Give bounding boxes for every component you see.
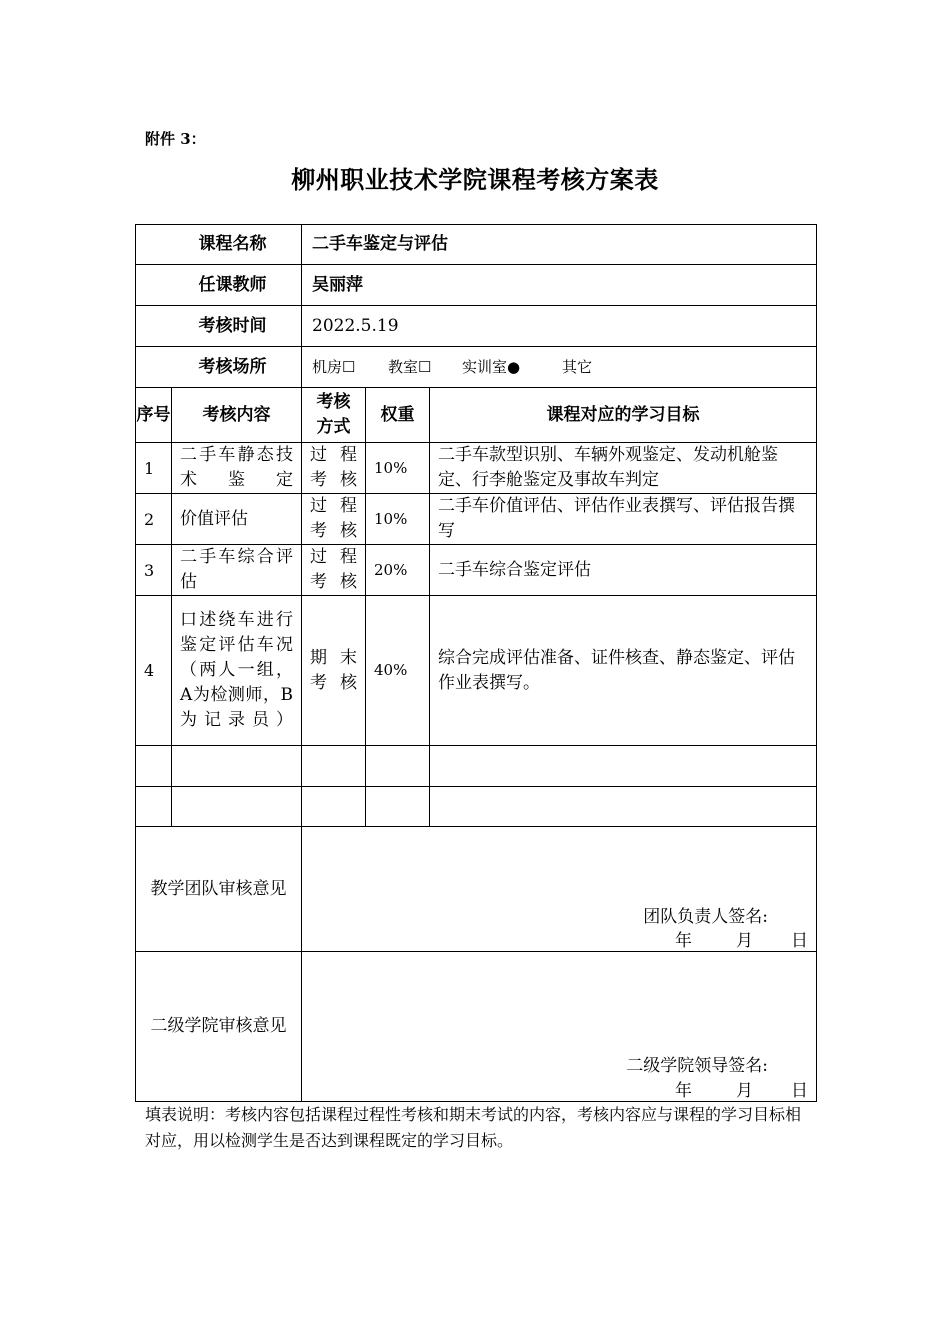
empty-cell: [430, 787, 817, 827]
empty-cell: [172, 746, 302, 787]
exam-time-label: 考核时间: [136, 306, 302, 347]
empty-row: [136, 746, 817, 787]
empty-cell: [302, 787, 366, 827]
row-method: 期末考核: [302, 596, 366, 746]
empty-cell: [366, 787, 430, 827]
college-review-row: [136, 952, 817, 1102]
place-option-classroom: 教室☐: [388, 357, 432, 376]
row-content: 二手车静态技术鉴定: [172, 443, 302, 494]
date-month: 月: [736, 931, 753, 951]
row-weight: 10%: [366, 494, 430, 545]
exam-place-options: [302, 347, 817, 388]
page-title: 柳州职业技术学院课程考核方案表: [291, 165, 659, 194]
col-header-seq: 序号: [136, 388, 172, 443]
row-method: 过程考核: [302, 494, 366, 545]
course-name-value: 二手车鉴定与评估: [302, 225, 817, 265]
exam-time-row: [136, 306, 817, 347]
college-review-area: [302, 952, 817, 1102]
col-header-goal: 课程对应的学习目标: [430, 388, 817, 443]
date-day: 日: [791, 1081, 808, 1101]
team-date-line: [675, 929, 808, 952]
empty-cell: [136, 787, 172, 827]
teacher-row: [136, 265, 817, 306]
row-content: 价值评估: [172, 494, 302, 545]
place-option-computer-room: 机房☐: [312, 357, 356, 376]
table-row: [136, 596, 817, 746]
col-header-weight: 权重: [366, 388, 430, 443]
row-method: 过程考核: [302, 545, 366, 596]
course-name-row: [136, 225, 817, 265]
table-row: [136, 494, 817, 545]
course-name-label: 课程名称: [136, 225, 302, 265]
row-goal: 二手车款型识别、车辆外观鉴定、发动机舱鉴定、行李舱鉴定及事故车判定: [430, 443, 817, 494]
form-instructions: 填表说明：考核内容包括课程过程性考核和期末考试的内容，考核内容应与课程的学习目标相对应，用以检测学生是否达到课程既定的学习目标。: [145, 1105, 802, 1150]
empty-row: [136, 787, 817, 827]
teacher-label: 任课教师: [136, 265, 302, 306]
date-year: 年: [675, 1081, 692, 1101]
empty-cell: [430, 746, 817, 787]
team-review-row: [136, 827, 817, 952]
team-review-label: 教学团队审核意见: [136, 827, 302, 952]
row-goal: 二手车综合鉴定评估: [430, 545, 817, 596]
team-signature-label: 团队负责人签名:: [643, 907, 768, 927]
col-header-method: 考核方式: [302, 388, 366, 443]
attachment-label: 附件 3：: [145, 130, 206, 148]
row-seq: 3: [136, 545, 172, 596]
empty-cell: [136, 746, 172, 787]
row-weight: 40%: [366, 596, 430, 746]
college-signature-label: 二级学院领导签名:: [626, 1056, 768, 1076]
row-seq: 4: [136, 596, 172, 746]
exam-place-label: 考核场所: [136, 347, 302, 388]
exam-time-value: 2022.5.19: [302, 306, 817, 347]
date-day: 日: [791, 931, 808, 951]
row-weight: 20%: [366, 545, 430, 596]
empty-cell: [302, 746, 366, 787]
row-seq: 1: [136, 443, 172, 494]
column-header-row: [136, 388, 817, 443]
row-goal: 综合完成评估准备、证件核查、静态鉴定、评估作业表撰写。: [430, 596, 817, 746]
place-option-training-room: 实训室●: [462, 357, 521, 376]
row-method: 过程考核: [302, 443, 366, 494]
date-month: 月: [736, 1081, 753, 1101]
place-option-other: 其它: [562, 357, 593, 376]
row-goal: 二手车价值评估、评估作业表撰写、评估报告撰写: [430, 494, 817, 545]
empty-cell: [366, 746, 430, 787]
team-review-area: [302, 827, 817, 952]
table-row: [136, 443, 817, 494]
table-row: [136, 545, 817, 596]
assessment-plan-table: [135, 224, 817, 1102]
college-review-label: 二级学院审核意见: [136, 952, 302, 1102]
empty-cell: [172, 787, 302, 827]
teacher-value: 吴丽萍: [302, 265, 817, 306]
college-date-line: [675, 1079, 808, 1102]
exam-place-row: [136, 347, 817, 388]
row-content: 二手车综合评估: [172, 545, 302, 596]
row-weight: 10%: [366, 443, 430, 494]
row-content: 口述绕车进行鉴定评估车况（两人一组，A为检测师，B为记录员）: [172, 596, 302, 746]
row-seq: 2: [136, 494, 172, 545]
date-year: 年: [675, 931, 692, 951]
col-header-content: 考核内容: [172, 388, 302, 443]
